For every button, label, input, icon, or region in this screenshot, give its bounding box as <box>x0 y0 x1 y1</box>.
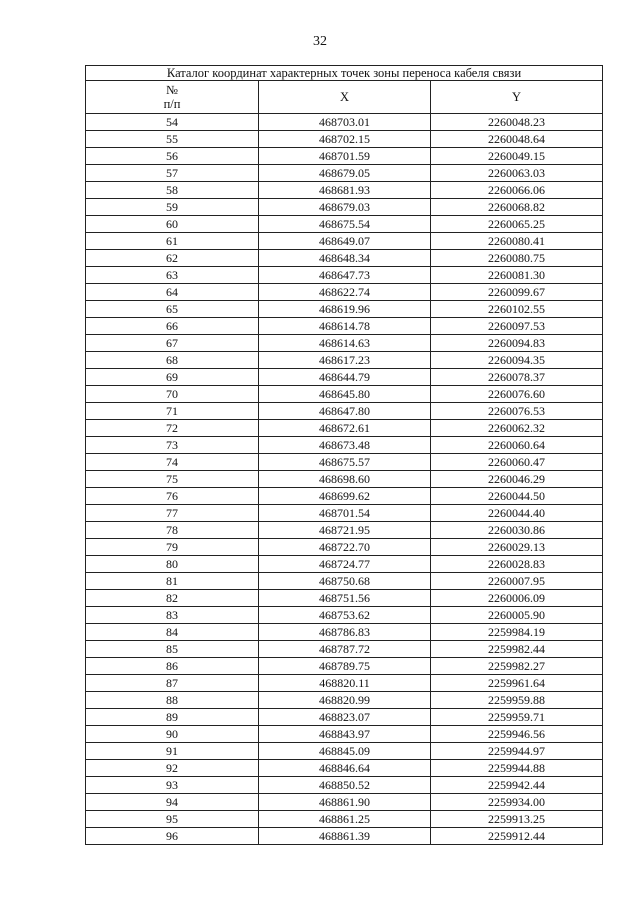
y-coordinate: 2260030.86 <box>431 522 603 539</box>
point-number: 65 <box>86 301 259 318</box>
point-number: 79 <box>86 539 259 556</box>
y-coordinate: 2260060.47 <box>431 454 603 471</box>
point-number: 93 <box>86 777 259 794</box>
point-number: 89 <box>86 709 259 726</box>
y-coordinate: 2260081.30 <box>431 267 603 284</box>
x-coordinate: 468614.78 <box>259 318 431 335</box>
point-number: 81 <box>86 573 259 590</box>
coordinate-catalog-table <box>85 65 603 845</box>
point-number: 69 <box>86 369 259 386</box>
point-number: 63 <box>86 267 259 284</box>
table-row <box>86 539 603 556</box>
y-coordinate: 2260094.83 <box>431 335 603 352</box>
point-number: 76 <box>86 488 259 505</box>
x-coordinate: 468679.05 <box>259 165 431 182</box>
y-coordinate: 2259912.44 <box>431 828 603 845</box>
table-row <box>86 284 603 301</box>
table-row <box>86 811 603 828</box>
y-coordinate: 2260044.40 <box>431 505 603 522</box>
point-number: 86 <box>86 658 259 675</box>
table-row <box>86 318 603 335</box>
y-coordinate: 2259944.88 <box>431 760 603 777</box>
x-coordinate: 468861.39 <box>259 828 431 845</box>
y-coordinate: 2259982.44 <box>431 641 603 658</box>
table-row <box>86 403 603 420</box>
table-row <box>86 420 603 437</box>
point-number: 72 <box>86 420 259 437</box>
table-row <box>86 301 603 318</box>
y-coordinate: 2259961.64 <box>431 675 603 692</box>
y-coordinate: 2260066.06 <box>431 182 603 199</box>
y-coordinate: 2260080.41 <box>431 233 603 250</box>
x-coordinate: 468675.54 <box>259 216 431 233</box>
point-number: 83 <box>86 607 259 624</box>
point-number: 73 <box>86 437 259 454</box>
table-row <box>86 709 603 726</box>
table-row <box>86 233 603 250</box>
table-row <box>86 607 603 624</box>
table-row <box>86 522 603 539</box>
y-coordinate: 2260068.82 <box>431 199 603 216</box>
y-coordinate: 2260044.50 <box>431 488 603 505</box>
point-number: 64 <box>86 284 259 301</box>
x-coordinate: 468787.72 <box>259 641 431 658</box>
y-coordinate: 2259984.19 <box>431 624 603 641</box>
y-coordinate: 2259982.27 <box>431 658 603 675</box>
y-coordinate: 2260060.64 <box>431 437 603 454</box>
table-row <box>86 471 603 488</box>
table-row <box>86 114 603 131</box>
x-coordinate: 468722.70 <box>259 539 431 556</box>
table-row <box>86 369 603 386</box>
x-coordinate: 468702.15 <box>259 131 431 148</box>
x-coordinate: 468619.96 <box>259 301 431 318</box>
x-coordinate: 468789.75 <box>259 658 431 675</box>
y-coordinate: 2259913.25 <box>431 811 603 828</box>
x-coordinate: 468861.90 <box>259 794 431 811</box>
x-coordinate: 468753.62 <box>259 607 431 624</box>
x-coordinate: 468699.62 <box>259 488 431 505</box>
x-coordinate: 468820.11 <box>259 675 431 692</box>
point-number: 94 <box>86 794 259 811</box>
y-coordinate: 2260097.53 <box>431 318 603 335</box>
y-coordinate: 2260076.53 <box>431 403 603 420</box>
point-number: 82 <box>86 590 259 607</box>
x-coordinate: 468614.63 <box>259 335 431 352</box>
table-row <box>86 743 603 760</box>
x-coordinate: 468617.23 <box>259 352 431 369</box>
table-title: Каталог координат характерных точек зоны переноса кабеля связи <box>86 66 603 81</box>
column-header-number-line2: п/п <box>163 97 181 111</box>
x-coordinate: 468673.48 <box>259 437 431 454</box>
point-number: 67 <box>86 335 259 352</box>
table-row <box>86 794 603 811</box>
x-coordinate: 468622.74 <box>259 284 431 301</box>
y-coordinate: 2260007.95 <box>431 573 603 590</box>
table-row <box>86 352 603 369</box>
table-row <box>86 760 603 777</box>
y-coordinate: 2259944.97 <box>431 743 603 760</box>
table-row <box>86 692 603 709</box>
x-coordinate: 468703.01 <box>259 114 431 131</box>
point-number: 55 <box>86 131 259 148</box>
table-row <box>86 131 603 148</box>
table-row <box>86 182 603 199</box>
point-number: 70 <box>86 386 259 403</box>
column-header-x: X <box>259 81 431 114</box>
y-coordinate: 2260062.32 <box>431 420 603 437</box>
y-coordinate: 2260005.90 <box>431 607 603 624</box>
x-coordinate: 468786.83 <box>259 624 431 641</box>
table-row <box>86 675 603 692</box>
y-coordinate: 2260078.37 <box>431 369 603 386</box>
point-number: 68 <box>86 352 259 369</box>
table-row <box>86 556 603 573</box>
point-number: 58 <box>86 182 259 199</box>
table-title-row <box>86 66 603 81</box>
point-number: 56 <box>86 148 259 165</box>
y-coordinate: 2259942.44 <box>431 777 603 794</box>
point-number: 96 <box>86 828 259 845</box>
page-number: 32 <box>313 34 327 49</box>
table-row <box>86 641 603 658</box>
x-coordinate: 468843.97 <box>259 726 431 743</box>
x-coordinate: 468861.25 <box>259 811 431 828</box>
point-number: 66 <box>86 318 259 335</box>
y-coordinate: 2260094.35 <box>431 352 603 369</box>
point-number: 87 <box>86 675 259 692</box>
y-coordinate: 2260048.23 <box>431 114 603 131</box>
point-number: 84 <box>86 624 259 641</box>
y-coordinate: 2259934.00 <box>431 794 603 811</box>
x-coordinate: 468647.80 <box>259 403 431 420</box>
point-number: 59 <box>86 199 259 216</box>
column-header-number-line1: № <box>166 83 178 97</box>
y-coordinate: 2260029.13 <box>431 539 603 556</box>
x-coordinate: 468823.07 <box>259 709 431 726</box>
x-coordinate: 468751.56 <box>259 590 431 607</box>
point-number: 61 <box>86 233 259 250</box>
point-number: 78 <box>86 522 259 539</box>
point-number: 74 <box>86 454 259 471</box>
x-coordinate: 468647.73 <box>259 267 431 284</box>
y-coordinate: 2260076.60 <box>431 386 603 403</box>
y-coordinate: 2260028.83 <box>431 556 603 573</box>
y-coordinate: 2260046.29 <box>431 471 603 488</box>
x-coordinate: 468701.59 <box>259 148 431 165</box>
table-row <box>86 216 603 233</box>
x-coordinate: 468672.61 <box>259 420 431 437</box>
x-coordinate: 468846.64 <box>259 760 431 777</box>
point-number: 90 <box>86 726 259 743</box>
table-row <box>86 335 603 352</box>
point-number: 88 <box>86 692 259 709</box>
x-coordinate: 468679.03 <box>259 199 431 216</box>
table-row <box>86 726 603 743</box>
y-coordinate: 2260048.64 <box>431 131 603 148</box>
x-coordinate: 468721.95 <box>259 522 431 539</box>
x-coordinate: 468681.93 <box>259 182 431 199</box>
y-coordinate: 2259959.71 <box>431 709 603 726</box>
x-coordinate: 468644.79 <box>259 369 431 386</box>
x-coordinate: 468675.57 <box>259 454 431 471</box>
x-coordinate: 468649.07 <box>259 233 431 250</box>
point-number: 92 <box>86 760 259 777</box>
table-row <box>86 199 603 216</box>
x-coordinate: 468645.80 <box>259 386 431 403</box>
point-number: 95 <box>86 811 259 828</box>
x-coordinate: 468701.54 <box>259 505 431 522</box>
table-row <box>86 267 603 284</box>
table-row <box>86 624 603 641</box>
column-header-y: Y <box>431 81 603 114</box>
y-coordinate: 2260099.67 <box>431 284 603 301</box>
point-number: 91 <box>86 743 259 760</box>
x-coordinate: 468648.34 <box>259 250 431 267</box>
table-row <box>86 658 603 675</box>
point-number: 77 <box>86 505 259 522</box>
column-header-number <box>86 81 259 114</box>
table-row <box>86 505 603 522</box>
y-coordinate: 2260065.25 <box>431 216 603 233</box>
y-coordinate: 2259946.56 <box>431 726 603 743</box>
y-coordinate: 2260080.75 <box>431 250 603 267</box>
y-coordinate: 2260102.55 <box>431 301 603 318</box>
table-row <box>86 386 603 403</box>
point-number: 60 <box>86 216 259 233</box>
point-number: 85 <box>86 641 259 658</box>
y-coordinate: 2259959.88 <box>431 692 603 709</box>
point-number: 80 <box>86 556 259 573</box>
point-number: 62 <box>86 250 259 267</box>
table-body <box>86 114 603 845</box>
x-coordinate: 468845.09 <box>259 743 431 760</box>
table-row <box>86 165 603 182</box>
point-number: 75 <box>86 471 259 488</box>
table-row <box>86 590 603 607</box>
table-row <box>86 454 603 471</box>
x-coordinate: 468850.52 <box>259 777 431 794</box>
table-row <box>86 828 603 845</box>
y-coordinate: 2260049.15 <box>431 148 603 165</box>
table-row <box>86 148 603 165</box>
y-coordinate: 2260063.03 <box>431 165 603 182</box>
table-row <box>86 488 603 505</box>
x-coordinate: 468820.99 <box>259 692 431 709</box>
table-row <box>86 250 603 267</box>
x-coordinate: 468750.68 <box>259 573 431 590</box>
point-number: 54 <box>86 114 259 131</box>
table-row <box>86 573 603 590</box>
y-coordinate: 2260006.09 <box>431 590 603 607</box>
point-number: 71 <box>86 403 259 420</box>
point-number: 57 <box>86 165 259 182</box>
table-row <box>86 777 603 794</box>
x-coordinate: 468724.77 <box>259 556 431 573</box>
table-header-row <box>86 81 603 114</box>
table-row <box>86 437 603 454</box>
x-coordinate: 468698.60 <box>259 471 431 488</box>
